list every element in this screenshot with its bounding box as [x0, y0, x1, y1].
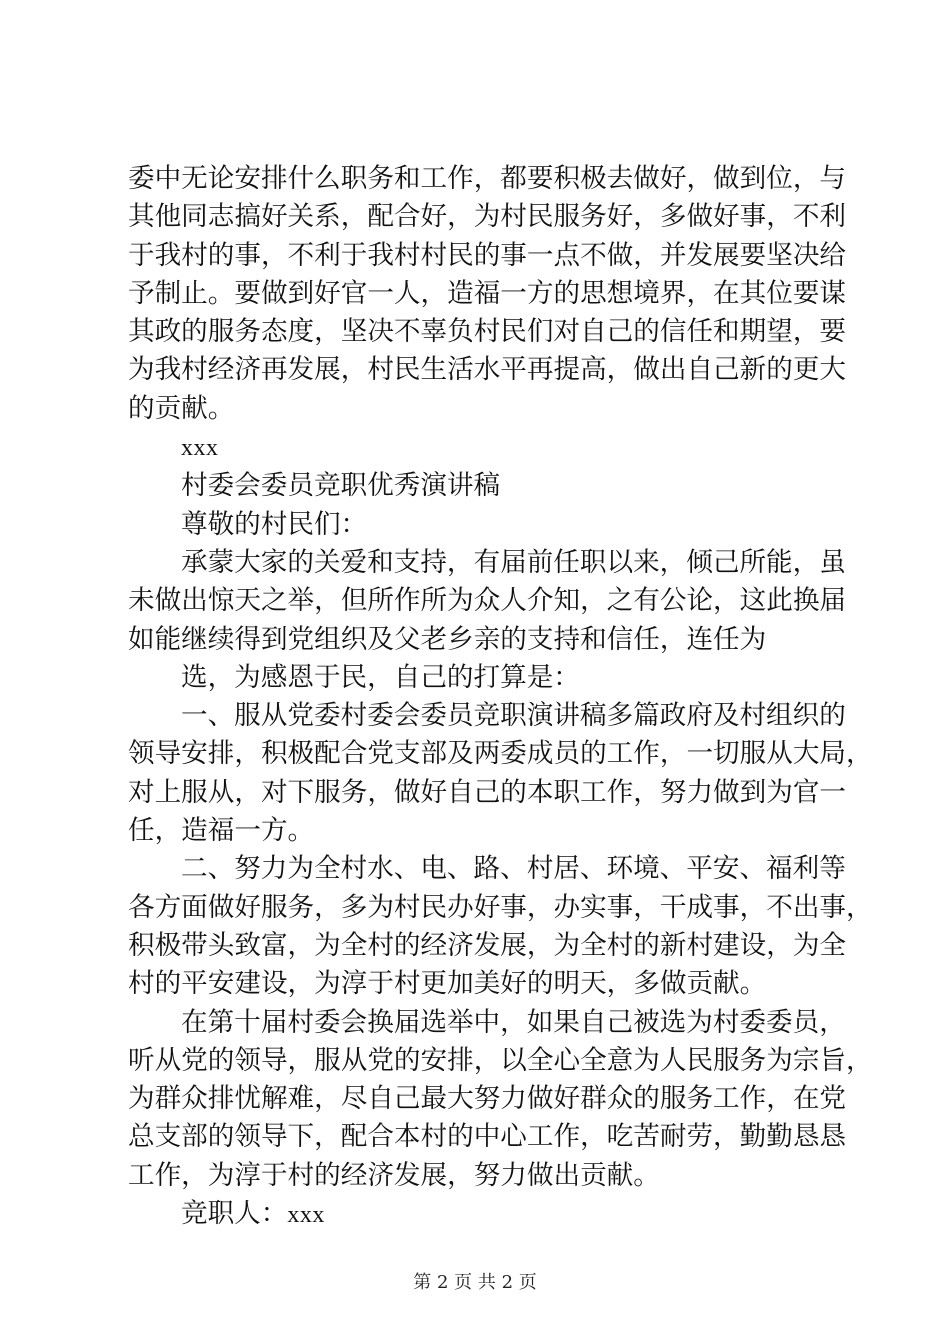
signature-name: xxx: [287, 1202, 325, 1229]
paragraph-opening: [128, 544, 847, 659]
text-line: 听从党的领导，服从党的安排，以全心全意为人民服务为宗旨，: [128, 1044, 873, 1076]
text-line: 任，造福一方。: [128, 815, 315, 847]
text-line: 村的平安建设，为淳于村更加美好的明天，多做贡献。: [128, 968, 767, 1000]
text-line: 选，为感恩于民，自己的打算是：: [181, 661, 580, 693]
text-line: 予制止。要做到好官一人，造福一方的思想境界，在其位要谋: [128, 277, 847, 309]
text-line: 工作，为淳于村的经济发展，努力做出贡献。: [128, 1159, 660, 1191]
paragraph-closing: [128, 1004, 873, 1195]
text-line: 如能继续得到党组织及父老乡亲的支持和信任，连任为: [128, 623, 767, 655]
signature-name: xxx: [181, 435, 219, 462]
paragraph-point-two: [128, 850, 873, 1003]
paragraph-continuation: [128, 160, 847, 428]
text-line: 于我村的事，不利于我村村民的事一点不做，并发展要坚决给: [128, 239, 847, 271]
document-body: [128, 160, 873, 1234]
text-line: 未做出惊天之举，但所作所为众人介知，之有公论，这此换届: [128, 585, 847, 617]
text-line: 其他同志搞好关系，配合好，为村民服务好，多做好事，不利: [128, 201, 847, 233]
page-indicator: 第 2 页 共 2 页: [413, 1272, 537, 1293]
text-line: 的贡献。: [128, 392, 235, 424]
signature-line: [128, 428, 840, 467]
text-line: 为我村经济再发展，村民生活水平再提高，做出自己新的更大: [128, 354, 847, 386]
text-line: 在第十届村委会换届选举中，如果自己被选为村委委员，: [181, 1006, 846, 1038]
document-title: 村委会委员竞职优秀演讲稿: [181, 470, 501, 502]
candidate-signature: [128, 1195, 840, 1234]
signature-label: 竞职人：: [181, 1198, 288, 1230]
text-line: 二、努力为全村水、电、路、村居、环境、平安、福利等: [181, 853, 846, 885]
text-line: 各方面做好服务，多为村民办好事，办实事，干成事，不出事，: [128, 891, 873, 923]
text-line: 对上服从，对下服务，做好自己的本职工作，努力做到为官一: [128, 776, 847, 808]
text-line: 为群众排忧解难，尽自己最大努力做好群众的服务工作，在党: [128, 1083, 847, 1115]
text-line: 一、服从党委村委会委员竞职演讲稿多篇政府及村组织的: [181, 700, 846, 732]
text-line: 其政的服务态度，坚决不辜负村民们对自己的信任和期望，要: [128, 316, 847, 348]
text-line: 承蒙大家的关爱和支持，有届前任职以来，倾己所能，虽: [181, 546, 846, 578]
text-line: 委中无论安排什么职务和工作，都要积极去做好，做到位，与: [128, 163, 847, 194]
text-line: 领导安排，积极配合党支部及两委成员的工作，一切服从大局，: [128, 738, 873, 770]
text-line: 总支部的领导下，配合本村的中心工作，吃苦耐劳，勤勤恳恳: [128, 1121, 847, 1153]
paragraph-plan-intro: [128, 659, 840, 697]
text-line: 积极带头致富，为全村的经济发展，为全村的新村建设，为全: [128, 929, 847, 961]
paragraph-point-one: [128, 697, 873, 850]
page-footer: [0, 1268, 950, 1294]
salutation: 尊敬的村民们：: [181, 508, 368, 540]
